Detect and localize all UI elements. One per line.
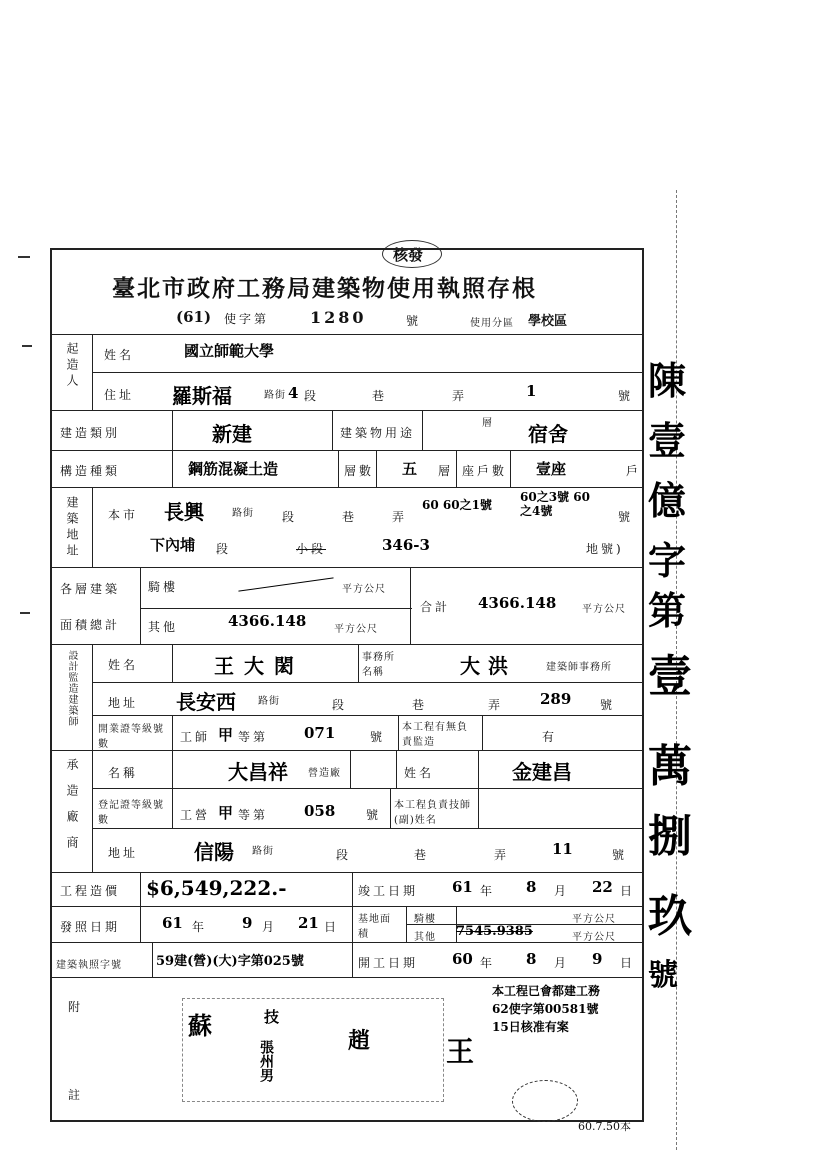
contractor-person-value: 金建昌 [512,760,572,784]
total-value: 4366.148 [478,594,557,612]
base-arcade-label: 騎樓 [414,914,436,925]
license-form [50,248,644,1122]
signature-1: 蘇 [188,1011,212,1040]
contractor-addr-label: 地址 [108,846,139,860]
architect-office-value: 大洪 [460,654,516,678]
building-use-value: 宿舍 [528,422,568,446]
notes-label-top: 附 [68,1000,84,1014]
margin-mark [22,345,32,347]
site-road: 長興 [164,500,204,524]
structure-value: 鋼筋混凝土造 [188,460,279,478]
license-suffix: 號 [406,314,422,328]
side-glyph: 字 [648,538,687,583]
issue-label: 發照日期 [60,920,121,934]
site-city: 本市 [108,508,139,522]
applicant-section-label: 起造人 [65,342,79,390]
architect-cert-unit: 號 [370,730,386,744]
done-month: 8 [526,878,537,896]
site-lane-unit: 巷 [342,510,358,524]
site-lot-sub: 小段 [296,542,327,556]
architect-cert-prefix: 工師 [180,730,211,744]
signature-box [182,998,444,1102]
contractor-reg-mid: 等第 [238,808,269,822]
architect-cert-label: 開業證等級號數 [98,724,164,750]
building-use-label: 建築物用途 [340,426,416,440]
applicant-number: 1 [526,382,537,400]
side-glyph: 號 [648,958,678,993]
license-prefix: 使字第 [224,312,270,326]
units-label: 座戶數 [462,464,508,478]
architect-road-unit: 路街 [258,696,280,707]
base-unit-2: 平方公尺 [572,932,616,943]
contractor-alley-unit: 弄 [494,848,510,862]
applicant-lane-unit: 巷 [372,389,388,403]
start-label: 開工日期 [358,956,419,970]
other-unit: 平方公尺 [334,624,378,635]
contractor-person-label: 姓名 [404,766,435,780]
contractor-name-value: 大昌祥 [228,760,288,784]
stamp-text: 核發 [393,246,424,264]
start-m-unit: 月 [554,956,570,970]
base-value: 7545.9385 [456,924,533,939]
applicant-alley-unit: 弄 [452,389,468,403]
start-year: 60 [452,950,473,968]
applicant-section-no: 4 [288,384,299,402]
site-number-unit: 號 [618,510,634,524]
side-glyph: 萬 [648,741,692,792]
contractor-road-unit: 路街 [252,846,274,857]
permit-value: 59建(營)(大)字第025號 [156,954,304,969]
contractor-section-label: 承造廠商 [65,758,79,862]
base-label: 基地面積 [358,914,391,940]
floor-area-label-top: 各層建築 [60,582,121,596]
architect-name-label: 姓名 [108,658,139,672]
floors-value: 五 [402,460,418,478]
site-lot-section-unit: 段 [216,542,232,556]
contractor-number-unit: 號 [612,848,628,862]
signature-5: 王 [446,1035,475,1068]
notes-handwritten-3: 15日核准有案 [492,1020,569,1034]
site-numbers-b: 60之3號 60之4號 [520,490,590,518]
margin-mark [20,612,30,614]
floors-label: 層數 [344,464,375,478]
site-lot-district: 下內埔 [150,536,196,554]
side-glyph: 壹 [648,418,687,463]
side-glyph: 陳 [648,358,687,403]
side-glyph: 玖 [648,891,692,942]
start-day: 9 [592,950,603,968]
site-lot-unit: 地號) [586,542,624,556]
notes-label-bottom: 註 [68,1088,84,1102]
other-value: 4366.148 [228,612,307,630]
done-m-unit: 月 [554,884,570,898]
architect-cert-mid: 等第 [238,730,269,744]
floors-unit: 層 [438,464,454,478]
cost-value: $6,549,222.- [146,876,287,900]
total-unit: 平方公尺 [582,604,626,615]
side-glyph: 億 [648,478,687,523]
architect-resp-value: 有 [542,730,558,744]
architect-office-label: 事務所名稱 [362,652,395,678]
architect-number: 289 [540,690,572,708]
contractor-lane-unit: 巷 [414,848,430,862]
notes-handwritten-1: 本工程已會都建工務 [492,984,601,998]
applicant-name-label: 姓名 [104,348,135,362]
architect-office-suffix: 建築師事務所 [546,662,612,673]
zone-value: 學校區 [528,314,568,329]
side-glyph: 捌 [648,811,692,862]
applicant-road-value: 羅斯福 [172,384,232,408]
site-numbers-a: 60 60之1號 [422,498,492,512]
zone-label: 使用分區 [470,318,514,329]
notes-handwritten-2: 62使字第00581號 [492,1002,599,1016]
applicant-section-unit: 段 [304,389,320,403]
architect-resp-label: 本工程有無負責監造 [402,722,468,748]
issue-day: 21 [298,914,319,932]
issue-year: 61 [162,914,183,932]
building-floor-unit: 層 [482,418,493,429]
structure-label: 構造種類 [60,464,121,478]
architect-cert-grade: 甲 [218,726,234,744]
applicant-addr-label: 住址 [104,388,135,402]
print-number: 60.7.50本 [578,1120,631,1133]
issue-m-unit: 月 [262,920,278,934]
done-year: 61 [452,878,473,896]
done-y-unit: 年 [480,884,496,898]
form-title: 臺北市政府工務局建築物使用執照存根 [112,275,537,302]
building-type-label: 建造類別 [60,426,121,440]
applicant-number-unit: 號 [618,389,634,403]
done-d-unit: 日 [620,884,636,898]
start-month: 8 [526,950,537,968]
applicant-road-unit: 路街 [264,390,286,401]
margin-mark [18,256,30,258]
units-value: 壹座 [536,460,567,478]
contractor-number: 11 [552,840,573,858]
site-lot-no: 346-3 [382,536,430,554]
architect-cert-no: 071 [304,724,336,742]
signature-4: 趙 [348,1028,371,1054]
architect-addr-label: 地址 [108,696,139,710]
base-unit-1: 平方公尺 [572,914,616,925]
architect-number-unit: 號 [600,698,616,712]
contractor-reg-unit: 號 [366,808,382,822]
start-d-unit: 日 [620,956,636,970]
signature-3: 張州男 [258,1040,274,1082]
signature-2: 技 [264,1008,280,1026]
site-section-unit: 段 [282,510,298,524]
units-unit: 戶 [626,464,642,478]
start-y-unit: 年 [480,956,496,970]
license-number: 1280 [310,308,367,327]
issue-month: 9 [242,914,253,932]
floor-area-label-bottom: 面積總計 [60,618,121,632]
architect-addr-road: 長安西 [176,690,236,714]
contractor-section-unit: 段 [336,848,352,862]
contractor-reg-grade: 甲 [218,804,234,822]
contractor-reg-no: 058 [304,802,336,820]
cost-label: 工程造價 [60,884,121,898]
license-year: (61) [176,308,212,326]
contractor-addr-road: 信陽 [194,840,234,864]
issue-y-unit: 年 [192,920,208,934]
arcade-label: 騎樓 [148,580,179,594]
architect-name-value: 王大閎 [214,654,304,678]
contractor-tech-label: 本工程負責技師(副)姓名 [394,800,471,826]
applicant-name-value: 國立師範大學 [184,342,275,360]
base-other-label: 其他 [414,932,436,943]
permit-label: 建築執照字號 [56,960,122,971]
arcade-unit: 平方公尺 [342,584,386,595]
contractor-reg-prefix: 工營 [180,808,211,822]
site-section-label: 建築地址 [65,496,79,560]
building-type-value: 新建 [212,422,252,446]
architect-lane-unit: 巷 [412,698,428,712]
arcade-strike [238,577,333,591]
architect-section-unit: 段 [332,698,348,712]
receipt-stamp [512,1080,578,1122]
other-label: 其他 [148,620,179,634]
site-alley-unit: 弄 [392,510,408,524]
side-glyph: 壹 [648,651,692,702]
contractor-reg-label: 登記證等級號數 [98,800,164,826]
site-road-unit: 路街 [232,508,254,519]
done-day: 22 [592,878,613,896]
issue-d-unit: 日 [324,920,340,934]
side-glyph: 第 [648,588,687,633]
architect-alley-unit: 弄 [488,698,504,712]
contractor-name-label: 名稱 [108,766,139,780]
total-label: 合計 [420,600,451,614]
done-label: 竣工日期 [358,884,419,898]
contractor-name-suffix: 營造廠 [308,768,341,779]
architect-section-label: 設計監造建築師 [66,650,77,727]
